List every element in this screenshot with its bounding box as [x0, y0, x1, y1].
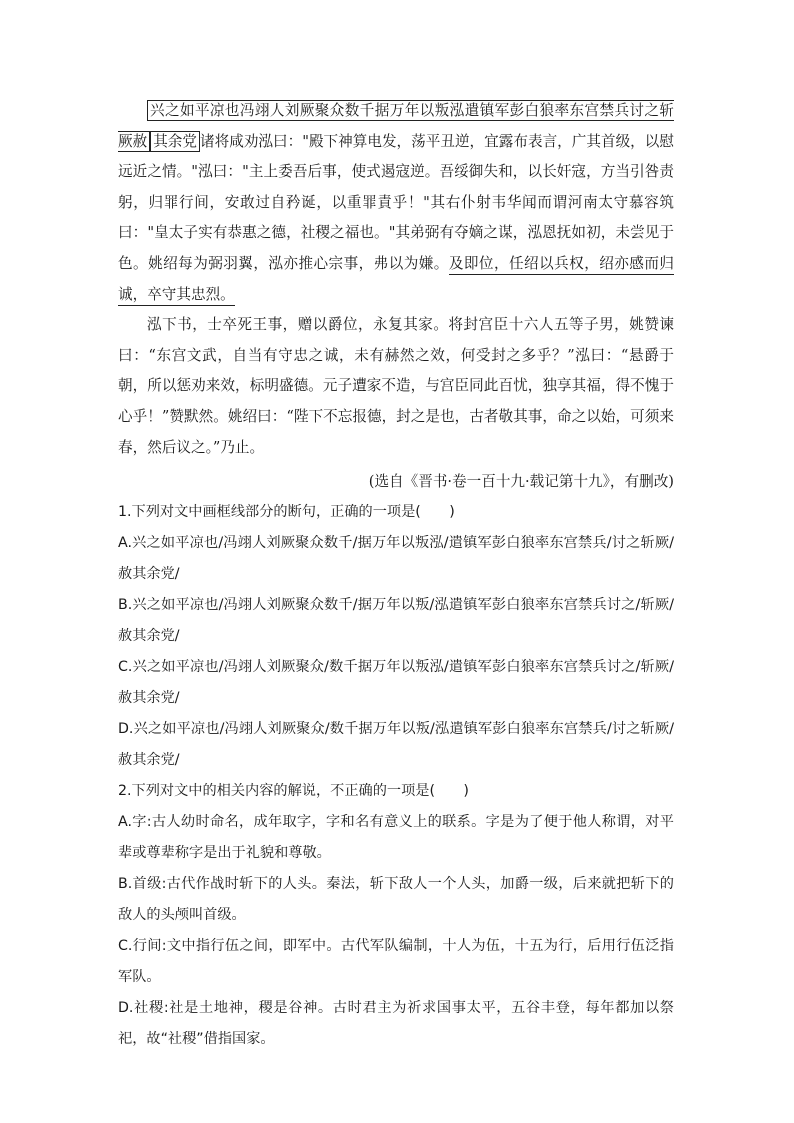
passage-paragraph-1-text: 诸将咸劝泓曰："殿下神算电发，荡平丑逆，宜露布表言，广其首级，以慰远近之情。"泓曰："主上委吾后事，使式遏寇逆。吾绥御失和，以长奸寇，方当引咎责躬，归罪行间，安敢过自矜诞，以重罪責乎！"其右仆射韦华闻而谓河南太守慕容筑曰："皇太子实有恭惠之德，社稷之福也。"其弟弼有夺嫡之谋，泓恩抚如初，未尝见于色。姚绍每为弼羽翼，泓亦推心宗事，弗以为嫌。: [118, 132, 674, 272]
question-1-option-d[interactable]: D.兴之如平凉也/冯翊人刘厥聚众/数千据万年以叛/泓遣镇军彭白狼率东宫禁兵/讨之斩厥/赦其余党/: [118, 721, 674, 769]
question-1-option-b[interactable]: B.兴之如平凉也/冯翊人刘厥聚众数千/据万年以叛/泓遣镇军彭白狼率东宫禁兵讨之/斩厥/赦其余党/: [118, 597, 674, 645]
passage-source: (选自《晋书·卷一百十九·载记第十九》，有删改): [368, 473, 674, 491]
question-2-option-c[interactable]: C.行间:文中指行伍之间，即军中。古代军队编制，十人为伍，十五为行，后用行伍泛指军队。: [118, 938, 674, 986]
document-page: [118, 96, 674, 1055]
passage-paragraph-1: [118, 96, 674, 310]
passage-paragraph-2: 泓下书，士卒死王事，赠以爵位，永复其家。将封宫臣十六人五等子男，姚赞谏曰：“东宫文武，自当有守忠之诚，未有赫然之效，何受封之多乎？”泓曰：“悬爵于朝，所以惩劝来效，标明盛德。元子遭家不造，与宫臣同此百忧，独享其福，得不愧于心乎！”赞默然。姚绍曰：“陛下不忘报德，封之是也，古者敬其事，命之以始，可须来春，然后议之。”乃止。: [118, 316, 674, 456]
question-1-option-c[interactable]: C.兴之如平凉也/冯翊人刘厥聚众/数千据万年以叛泓/遣镇军彭白狼率东宫禁兵讨之/斩厥/赦其余党/: [118, 659, 674, 707]
question-2-option-a[interactable]: A.字:古人幼时命名，成年取字，字和名有意义上的联系。字是为了便于他人称谓，对平辈或尊辈称字是出于礼貌和尊敬。: [118, 814, 674, 862]
boxed-sentence-line-1: 兴之如平凉也冯翊人刘厥聚众数千据万年以叛泓遣镇军彭白狼率东宫禁兵讨之斩厥赦: [118, 102, 674, 150]
underlined-sentence: 及即位，任绍以兵权，绍亦感而归诚，卒守其忠烈。: [118, 255, 674, 306]
question-1-stem: 1.下列对文中画框线部分的断句，正确的一项是( ): [118, 504, 455, 521]
boxed-sentence-line-2: 其余党: [150, 131, 200, 152]
question-2-option-d[interactable]: D.社稷:社是土地神，稷是谷神。古时君主为祈求国事太平，五谷丰登，每年都加以祭祀，故“社稷”借指国家。: [118, 1000, 674, 1048]
question-2-stem: 2.下列对文中的相关内容的解说，不正确的一项是( ): [118, 783, 469, 800]
question-1-option-a[interactable]: A.兴之如平凉也/冯翊人刘厥聚众数千/据万年以叛泓/遣镇军彭白狼率东宫禁兵/讨之斩厥/赦其余党/: [118, 535, 674, 583]
question-2-option-b[interactable]: B.首级:古代作战时斩下的人头。秦法，斩下敌人一个人头，加爵一级，后来就把斩下的敌人的头颅叫首级。: [118, 876, 674, 924]
